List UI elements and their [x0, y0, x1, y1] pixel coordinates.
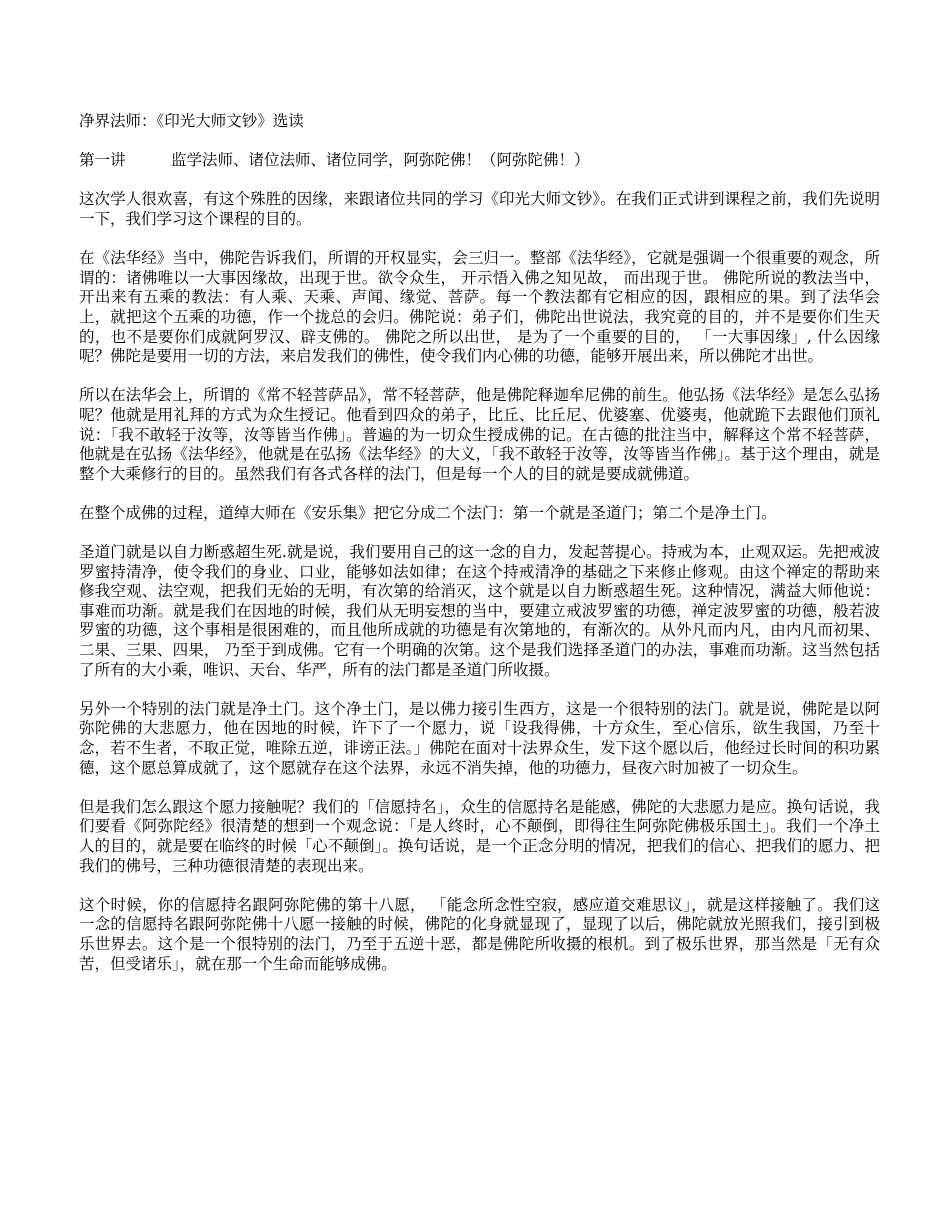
- paragraph-pure-land: 另外一个特别的法门就是净土门。这个净土门，是以佛力接引生西方，这是一个很特别的法门。就是说，佛陀是以阿弥陀佛的大悲愿力，他在因地的时候，许下了一个愿力，说「设我得佛，十方众生，至心信乐，欲生我国，乃至十念，若不生者，不取正觉，唯除五逆，诽谤正法。」佛陀在面对十法界众生，发下这个愿以后，他经过长时间的积功累德，这个愿总算成就了，这个愿就存在这个法界，永远不消失掉，他的功德力，昼夜六时加被了一切众生。: [79, 699, 880, 777]
- paragraph-two-gates: 在整个成佛的过程，道绰大师在《安乐集》把它分成二个法门：第一个就是圣道门；第二个是净土门。: [79, 503, 777, 522]
- paragraph-eighteenth-vow: 这个时候，你的信愿持名跟阿弥陀佛的第十八愿， 「能念所念性空寂，感应道交难思议」，就是这样接触了。我们这一念的信愿持名跟阿弥陀佛十八愿一接触的时候，佛陀的化身就显现了，显现了以后，佛陀就放光照我们，接引到极乐世界去。这个是一个很特别的法门，乃至于五逆十恶，都是佛陀所收摄的根机。到了极乐世界，那当然是「无有众苦，但受诸乐」，就在那一个生命而能够成佛。: [79, 895, 880, 973]
- paragraph-lotus-sutra: 在《法华经》当中，佛陀告诉我们，所谓的开权显实，会三归一。整部《法华经》，它就是强调一个很重要的观念，所谓的：诸佛唯以一大事因缘故，出现于世。欲令众生， 开示悟入佛之知见故， 而出现于世。 佛陀所说的教法当中，开出来有五乘的教法：有人乘、天乘、声闻、缘觉、菩萨。每一个教法都有它相应的因，跟相应的果。到了法华会上，就把这个五乘的功德，作一个拢总的会归。佛陀说：弟子们，佛陀出世说法，我究竟的目的，并不是要你们生天的，也不是要你们成就阿罗汉、辟支佛的。 佛陀之所以出世， 是为了一个重要的目的， 「一大事因缘」, 什么因缘呢？佛陀是要用一切的方法，来启发我们的佛性，使令我们内心佛的功德，能够开展出来，所以佛陀才出世。: [79, 249, 880, 366]
- lecture-heading: [79, 151, 880, 171]
- lecture-label: 第一讲: [79, 151, 126, 170]
- paragraph-intro: 这次学人很欢喜，有这个殊胜的因缘，来跟诸位共同的学习《印光大师文钞》。在我们正式讲到课程之前，我们先说明一下，我们学习这个课程的目的。: [79, 190, 880, 228]
- document-title: 净界法师：《印光大师文钞》选读: [79, 112, 304, 130]
- lecture-greeting: 监学法师、诸位法师、诸位同学，阿弥陀佛！（阿弥陀佛！）: [171, 151, 590, 170]
- paragraph-never-disparaging: 所以在法华会上，所谓的《常不轻菩萨品》，常不轻菩萨，他是佛陀释迦牟尼佛的前生。他弘扬《法华经》是怎么弘扬呢？他就是用礼拜的方式为众生授记。他看到四众的弟子，比丘、比丘尼、优婆塞、优婆夷，他就跪下去跟他们顶礼说：「我不敢轻于汝等，汝等皆当作佛」。普遍的为一切众生授成佛的记。在古德的批注当中，解释这个常不轻菩萨，他就是在弘扬《法华经》，他就是在弘扬《法华经》的大义，「我不敢轻于汝等，汝等皆当作佛」。基于这个理由，就是整个大乘修行的目的。虽然我们有各式各样的法门，但是每一个人的目的就是要成就佛道。: [79, 386, 880, 483]
- paragraph-holy-path: 圣道门就是以自力断惑超生死.就是说，我们要用自己的这一念的自力，发起菩提心。持戒为本，止观双运。先把戒波罗蜜持清净，使令我们的身业、口业，能够如法如律；在这个持戒清净的基础之下来修止修观。由这个禅定的帮助来修我空观、法空观，把我们无始的无明，有次第的给消灭，这个就是以自力断惑超生死。这种情况，满益大师他说：事难而功渐。就是我们在因地的时候，我们从无明妄想的当中，要建立戒波罗蜜的功德，禅定波罗蜜的功德，般若波罗蜜的功德，这个事相是很困难的，而且他所成就的功德是有次第地的，有渐次的。从外凡而内凡，由内凡而初果、二果、三果、四果， 乃至于到成佛。它有一个明确的次第。这个是我们选择圣道门的办法，事难而功渐。这当然包括了所有的大小乘，唯识、天台、华严，所有的法门都是圣道门所收摄。: [79, 543, 880, 679]
- paragraph-faith-vow: 但是我们怎么跟这个愿力接触呢？我们的「信愿持名」，众生的信愿持名是能感，佛陀的大悲愿力是应。换句话说，我们要看《阿弥陀经》很清楚的想到一个观念说：「是人终时，心不颠倒，即得往生阿弥陀佛极乐国土」。我们一个净土人的目的，就是要在临终的时候「心不颠倒」。换句话说，是一个正念分明的情况，把我们的信心、把我们的愿力、把我们的佛号，三种功德很清楚的表现出来。: [79, 797, 880, 875]
